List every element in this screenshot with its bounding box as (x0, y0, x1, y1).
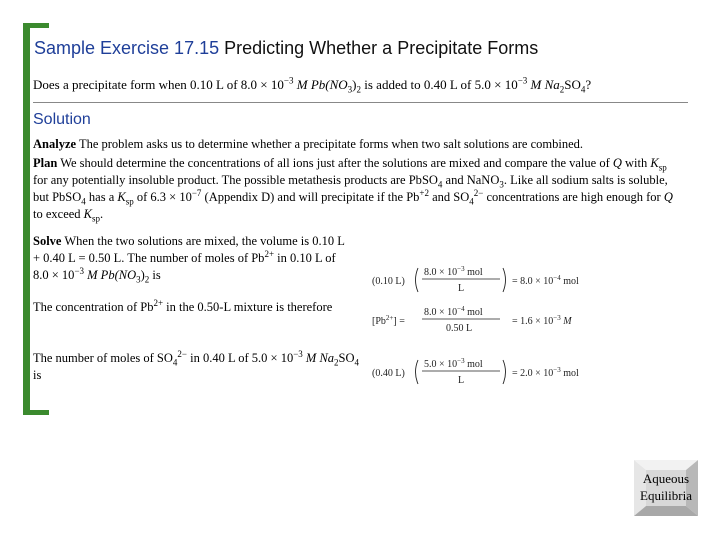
eq1-result: = $8.0 \times 10^{-4}$ mol (512, 274, 579, 287)
bracket-bottom-tick (23, 410, 49, 415)
chapter-label (634, 470, 698, 504)
solution-heading: Solution (33, 111, 91, 128)
plan-paragraph: Plan We should determine the concentrations of all ions just after the solutions are mixed and compare the value of Q with $K_{sp}$ for any potentially insoluble product. The possible metathesis products are PbSO$_4$ and NaNO$_3$. Like all sodium salts is soluble, but PbSO$_4$ has a $K_{sp}$ of $6.3 \times 10^{-7}$ (Appendix D) and will precipitate if the $Pb^{+2}$ and $SO_4^{2-}$ concentrations are high enough for Q to exceed $K_{sp}$. (33, 156, 673, 224)
eq3-right-paren (503, 360, 506, 384)
eq1-denominator: L (458, 283, 465, 294)
eq3-volume: (0.40 L) (372, 368, 405, 379)
eq2-lhs: $[Pb^{2+}]$ = (372, 314, 405, 327)
exercise-number: Sample Exercise 17.15 (34, 38, 220, 58)
eq1-numerator: $8.0 \times 10^{-3}$ mol (424, 265, 483, 278)
eq1-left-paren (416, 268, 419, 292)
eq3-numerator: $5.0 \times 10^{-3}$ mol (424, 357, 483, 370)
eq1-right-paren (503, 268, 506, 292)
eq2-result: = $1.6 \times 10^{-3}$ M (512, 314, 572, 327)
analyze-paragraph: Analyze The problem asks us to determine whether a precipitate forms when two salt solutions are combined. (33, 137, 583, 151)
chapter-label-line2: Equilibria (640, 488, 692, 503)
eq3-left-paren (416, 360, 419, 384)
divider-line (33, 102, 688, 103)
slide-title (34, 38, 538, 59)
solve-paragraph: Solve When the two solutions are mixed, the volume is 0.10 L + 0.40 L = 0.50 L. The number of moles of $Pb^{2+}$ in 0.10 L of $8.0 \times 10^{-3}$ M $Pb(NO_3)_2$ is (33, 234, 345, 285)
equation-moles-lead (372, 262, 612, 298)
left-bracket-bar (23, 23, 30, 415)
eq3-denominator: L (458, 375, 465, 386)
bracket-top-tick (23, 23, 49, 28)
moles-sulfate-paragraph: The number of moles of $SO_4^{2-}$ in 0.40 L of $5.0 \times 10^{-3}$ M $Na_2SO_4$ is (33, 348, 360, 382)
concentration-paragraph: The concentration of $Pb^{2+}$ in the 0.50-L mixture is therefore (33, 297, 333, 314)
exercise-title: Predicting Whether a Precipitate Forms (219, 38, 539, 58)
eq2-denominator: 0.50 L (446, 323, 473, 334)
problem-question: Does a precipitate form when 0.10 L of $8.0 \times 10^{-3}$ M $Pb(NO_3)_2$ is added to 0.40 L of $5.0 \times 10^{-3}$ M $Na_2SO_4$? (33, 75, 592, 95)
equation-moles-sulfate (372, 354, 612, 390)
chapter-label-line1: Aqueous (642, 471, 690, 486)
eq1-volume: (0.10 L) (372, 276, 405, 287)
equation-lead-concentration (372, 302, 612, 338)
eq3-result: = $2.0 \times 10^{-3}$ mol (512, 366, 579, 379)
eq2-numerator: $8.0 \times 10^{-4}$ mol (424, 305, 483, 318)
